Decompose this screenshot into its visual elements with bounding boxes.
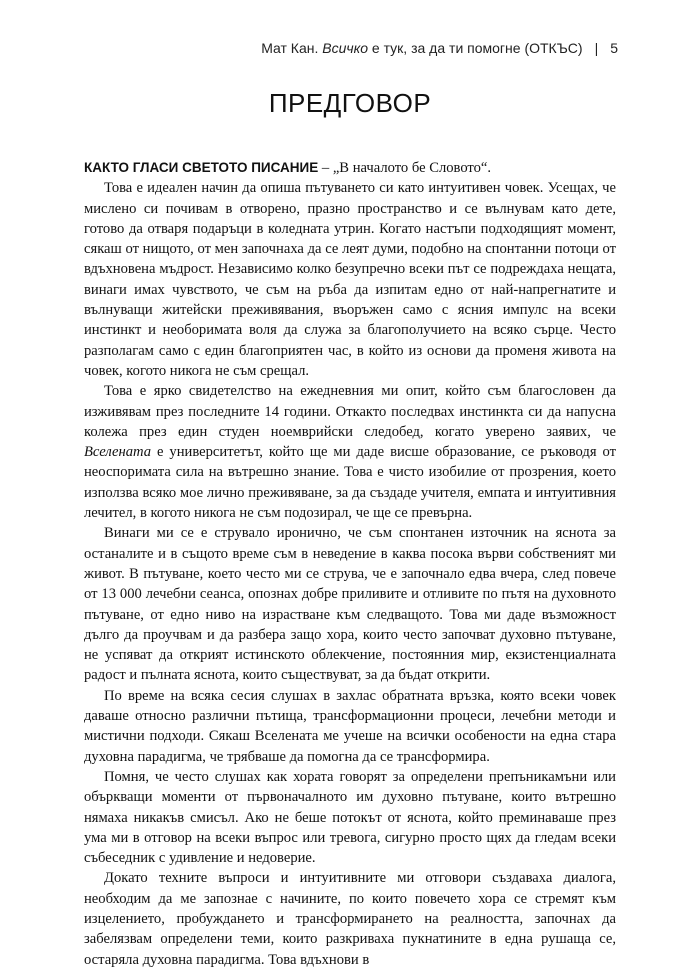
header-separator: | bbox=[594, 40, 599, 56]
header-author: Мат Кан. bbox=[261, 40, 323, 56]
paragraph-5: По време на всяка сесия слушах в захлас обратната връзка, която всеки човек даваше относно различни пътища, трансформационни процеси, лечебни методи и мистични подходи. Сякаш Вселената ме учеше на всички особености на една стара духовна парадигма, че трябваше да помогна да се трансформира. bbox=[84, 687, 616, 765]
header-subtitle: е тук, за да ти помогне (ОТКЪС) bbox=[368, 40, 583, 56]
paragraph-1 bbox=[84, 158, 616, 178]
paragraph-7: Докато техните въпроси и интуитивните ми отговори създаваха диалога, необходим да ме запознае с начините, по които повечето хора се стремят към изцелението, пробуждането и трансформирането на реалността, започнах да забелязвам определени теми, които разкриваха пукнатините в една рушаща се, остаряла духовна парадигма. Това вдъхнови в bbox=[84, 870, 616, 968]
paragraph-3 bbox=[84, 381, 616, 523]
paragraph-3-emphasis: Вселената bbox=[84, 444, 152, 461]
paragraph-2: Това е идеален начин да опиша пътуването си като интуитивен човек. Усещах, че мислено си почивам в отворено, празно пространство и се вълнувам като дете, готово да отваря подаръци в коледната утрин. Когато настъпи подходящият момент, сякаш от нищото, от мен започнаха да се леят думи, подобно на спонтанни потоци от вдъхновена мъдрост. Независимо колко безупречно всеки път се подреждаха нещата, винаги имах чувството, че съм на ръба да изпитам едно от най-напрегнатите и вълнуващи житейски преживявания, въоръжен само с ясния импулс на всеки инстинкт и необоримата воля да служа за благополучието на всяко сърце. Често разполагам само с един благоприятен час, в който из основи да променя живота на човек, когото никога не съм срещал. bbox=[84, 180, 616, 379]
paragraph-4: Винаги ми се е струвало иронично, че съм спонтанен източник на яснота за останалите и в същото време съм в неведение в каква посока върви собственият ми живот. В пътуване, което често ми се струва, че е започнало едва вчера, след повече от 13 000 лечебни сеанса, опознах добре приливите и отливите по пътя на духовното пътуване, от едно ниво на израстване към следващото. Това ми даде възможност дълго да проучвам и да разбера защо хора, които често започват духовно пътуване, не успяват да открият истинското облекчение, постоянния мир, екзистенциалната радост и пълната яснота, които съществуват, за да бъдат открити. bbox=[84, 525, 616, 684]
paragraph-3-part-1: Това е ярко свидетелство на ежедневния ми опит, който съм благословен да изживявам през последните 14 години. Откакто последвах инстинкта си да напусна колежа през един студен ноемврийски следобед, когато уверено заявих, че bbox=[84, 383, 616, 440]
body-text bbox=[84, 158, 616, 970]
header-book-title: Всичко bbox=[322, 40, 369, 56]
lead-in-caps: КАКТО ГЛАСИ СВЕТОТО ПИСАНИЕ bbox=[84, 160, 319, 175]
paragraph-6: Помня, че често слушах как хората говорят за определени препъникамъни или объркващи моменти от първоначалното им духовно пътуване, които вътрешно нямаха никакъв смисъл. Ако не беше потокът от яснота, който преминаваше през ума ми в отговор на всеки въпрос или тревога, сигурно просто щях да гледам всеки събеседник с удивление и недоверие. bbox=[84, 768, 616, 867]
running-header bbox=[261, 40, 618, 56]
paragraph-3-part-2: е университетът, който ще ми даде висше образование, се ръководя от неоспоримата сила на вътрешно знание. Това е чисто изобилие от прозрения, което използва всяко мое лично преживяване, за да създаде учителя, емпата и интуитивния лечител, в когото никога не съм подозирал, че ще се превърна. bbox=[84, 444, 616, 522]
page-number: 5 bbox=[610, 40, 618, 56]
scripture-quote: – „В началото бе Словото“. bbox=[318, 160, 492, 176]
chapter-title: ПРЕДГОВОР bbox=[268, 88, 432, 118]
